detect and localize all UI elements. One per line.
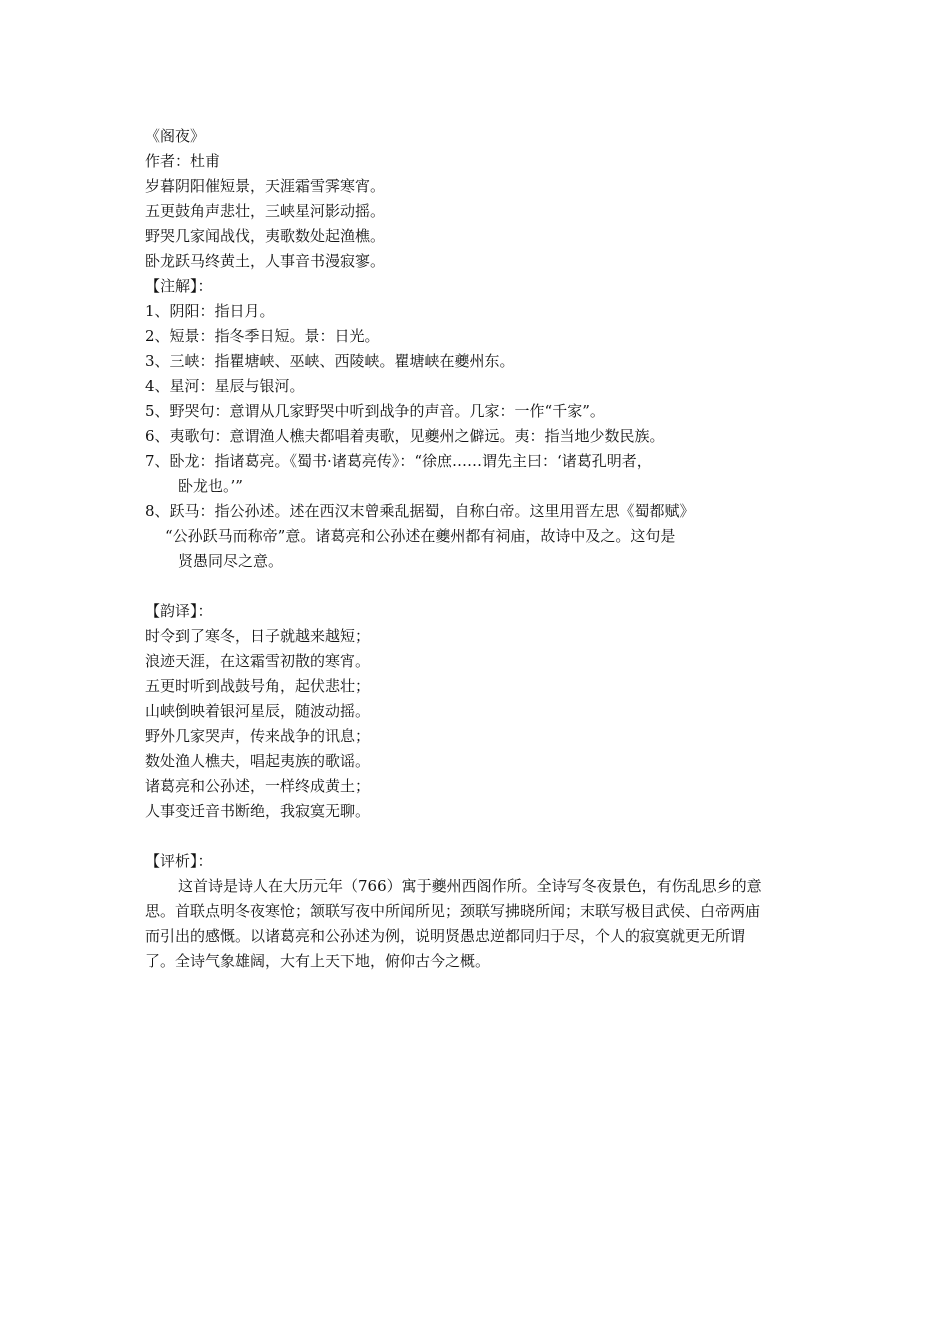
note-item bbox=[145, 349, 785, 374]
translation-line: 野外几家哭声，传来战争的讯息； bbox=[145, 727, 371, 745]
spacer bbox=[145, 824, 785, 849]
note-line: 1、阴阳：指日月。 bbox=[145, 302, 275, 320]
translation-line: 山峡倒映着银河星辰，随波动摇。 bbox=[145, 702, 371, 720]
note-line: 2、短景：指冬季日短。景：日光。 bbox=[145, 327, 380, 345]
note-line: 3、三峡：指瞿塘峡、巫峡、西陵峡。瞿塘峡在夔州东。 bbox=[145, 352, 515, 370]
note-line: 4、星河：星辰与银河。 bbox=[145, 377, 305, 395]
note-line: 8、跃马：指公孙述。述在西汉末曾乘乱据蜀，自称白帝。这里用晋左思《蜀都赋》 bbox=[145, 502, 695, 520]
translation-line: 浪迹天涯，在这霜雪初散的寒宵。 bbox=[145, 652, 371, 670]
document-page bbox=[145, 124, 785, 974]
poem-body bbox=[145, 174, 785, 274]
note-line: 5、野哭句：意谓从几家野哭中听到战争的声音。几家：一作“千家”。 bbox=[145, 402, 605, 420]
translation-line: 人事变迁音书断绝，我寂寞无聊。 bbox=[145, 802, 371, 820]
poem-line: 卧龙跃马终黄土，人事音书漫寂寥。 bbox=[145, 252, 386, 270]
poem-line: 五更鼓角声悲壮，三峡星河影动摇。 bbox=[145, 202, 386, 220]
note-line: 7、卧龙：指诸葛亮。《蜀书·诸葛亮传》：“徐庶……谓先主曰：‘诸葛孔明者， bbox=[145, 452, 652, 470]
poem-line: 岁暮阴阳催短景，天涯霜雪霁寒宵。 bbox=[145, 177, 386, 195]
note-line-continued: “公孙跃马而称帝”意。诸葛亮和公孙述在夔州都有祠庙，故诗中及之。这句是 bbox=[165, 527, 676, 545]
notes-list bbox=[145, 299, 785, 574]
poem-line: 野哭几家闻战伐，夷歌数处起渔樵。 bbox=[145, 227, 386, 245]
note-line-continued: 贤愚同尽之意。 bbox=[178, 552, 284, 570]
analysis-paragraph: 这首诗是诗人在大历元年（766）寓于夔州西阁作所。全诗写冬夜景色，有伤乱思乡的意思。首联点明冬夜寒怆；颔联写夜中所闻所见；颈联写拂晓所闻；末联写极目武侯、白帝两庙而引出的感慨。以诸葛亮和公孙述为例，说明贤愚忠逆都同归于尽，个人的寂寞就更无所谓了。全诗气象雄阔，大有上天下地，俯仰古今之概。 bbox=[145, 877, 762, 970]
notes-heading: 【注解】： bbox=[145, 277, 213, 295]
translation-body bbox=[145, 624, 785, 824]
poem-title: 《阁夜》 bbox=[145, 127, 206, 145]
translation-line: 时令到了寒冬，日子就越来越短； bbox=[145, 627, 371, 645]
note-item bbox=[145, 499, 785, 574]
spacer bbox=[145, 574, 785, 599]
note-item bbox=[145, 299, 785, 324]
translation-line: 诸葛亮和公孙述，一样终成黄土； bbox=[145, 777, 371, 795]
translation-heading: 【韵译】： bbox=[145, 602, 213, 620]
analysis-heading: 【评析】： bbox=[145, 852, 213, 870]
translation-line: 五更时听到战鼓号角，起伏悲壮； bbox=[145, 677, 371, 695]
poem-author: 作者：杜甫 bbox=[145, 152, 221, 170]
note-item bbox=[145, 374, 785, 399]
note-item bbox=[145, 449, 785, 499]
note-item bbox=[145, 424, 785, 449]
note-line: 6、夷歌句：意谓渔人樵夫都唱着夷歌，见夔州之僻远。夷：指当地少数民族。 bbox=[145, 427, 665, 445]
note-item bbox=[145, 324, 785, 349]
translation-line: 数处渔人樵夫，唱起夷族的歌谣。 bbox=[145, 752, 371, 770]
note-item bbox=[145, 399, 785, 424]
note-line-continued: 卧龙也。’” bbox=[178, 477, 243, 495]
